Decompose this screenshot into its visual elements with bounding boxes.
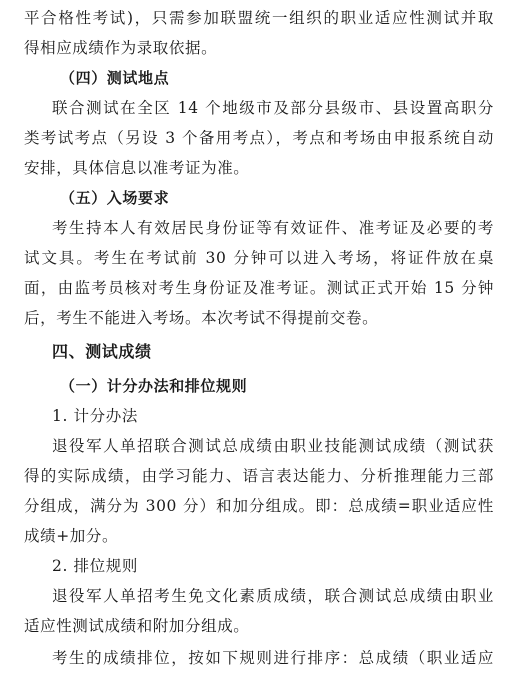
chapter-heading-test-scores: 四、测试成绩	[52, 342, 152, 361]
section-heading-entry-requirements: （五）入场要求	[60, 189, 170, 207]
paragraph-line-4: 联合测试在全区 14 个地级市及部分县级市、县设置高职分	[52, 99, 494, 117]
paragraph-line-16: 得的实际成绩，由学习能力、语言表达能力、分析推理能力三部	[24, 467, 494, 485]
paragraph-line-20: 退役军人单招考生免文化素质成绩，联合测试总成绩由职业	[52, 587, 494, 605]
paragraph-line-8: 考生持本人有效居民身份证等有效证件、准考证及必要的考	[52, 219, 494, 237]
paragraph-line-9: 试文具。考生在考试前 30 分钟可以进入考场，将证件放在桌	[24, 249, 494, 267]
subheading-ranking-rules: 2. 排位规则	[52, 557, 138, 575]
paragraph-line-22: 考生的成绩排位，按如下规则进行排序：总成绩（职业适应	[52, 649, 494, 667]
section-heading-test-location: （四）测试地点	[60, 69, 170, 87]
paragraph-line-2: 得相应成绩作为录取依据。	[24, 39, 218, 57]
paragraph-line-10: 面，由监考员核对考生身份证及准考证。测试正式开始 15 分钟	[24, 279, 494, 297]
paragraph-line-6: 安排，具体信息以准考证为准。	[24, 159, 250, 177]
paragraph-line-18: 成绩+加分。	[24, 527, 119, 545]
paragraph-line-11: 后，考生不能进入考场。本次考试不得提前交卷。	[24, 309, 379, 327]
section-heading-scoring-rules: （一）计分办法和排位规则	[60, 377, 248, 395]
subheading-scoring-method: 1. 计分办法	[52, 407, 138, 425]
paragraph-line-1: 平合格性考试)，只需参加联盟统一组织的职业适应性测试并取	[24, 9, 494, 27]
paragraph-line-17: 分组成，满分为 300 分）和加分组成。即：总成绩=职业适应性	[24, 497, 494, 515]
paragraph-line-15: 退役军人单招联合测试总成绩由职业技能测试成绩（测试获	[52, 437, 494, 455]
paragraph-line-5: 类考试考点（另设 3 个备用考点），考点和考场由申报系统自动	[24, 129, 494, 147]
paragraph-line-21: 适应性测试成绩和附加分组成。	[24, 617, 250, 635]
